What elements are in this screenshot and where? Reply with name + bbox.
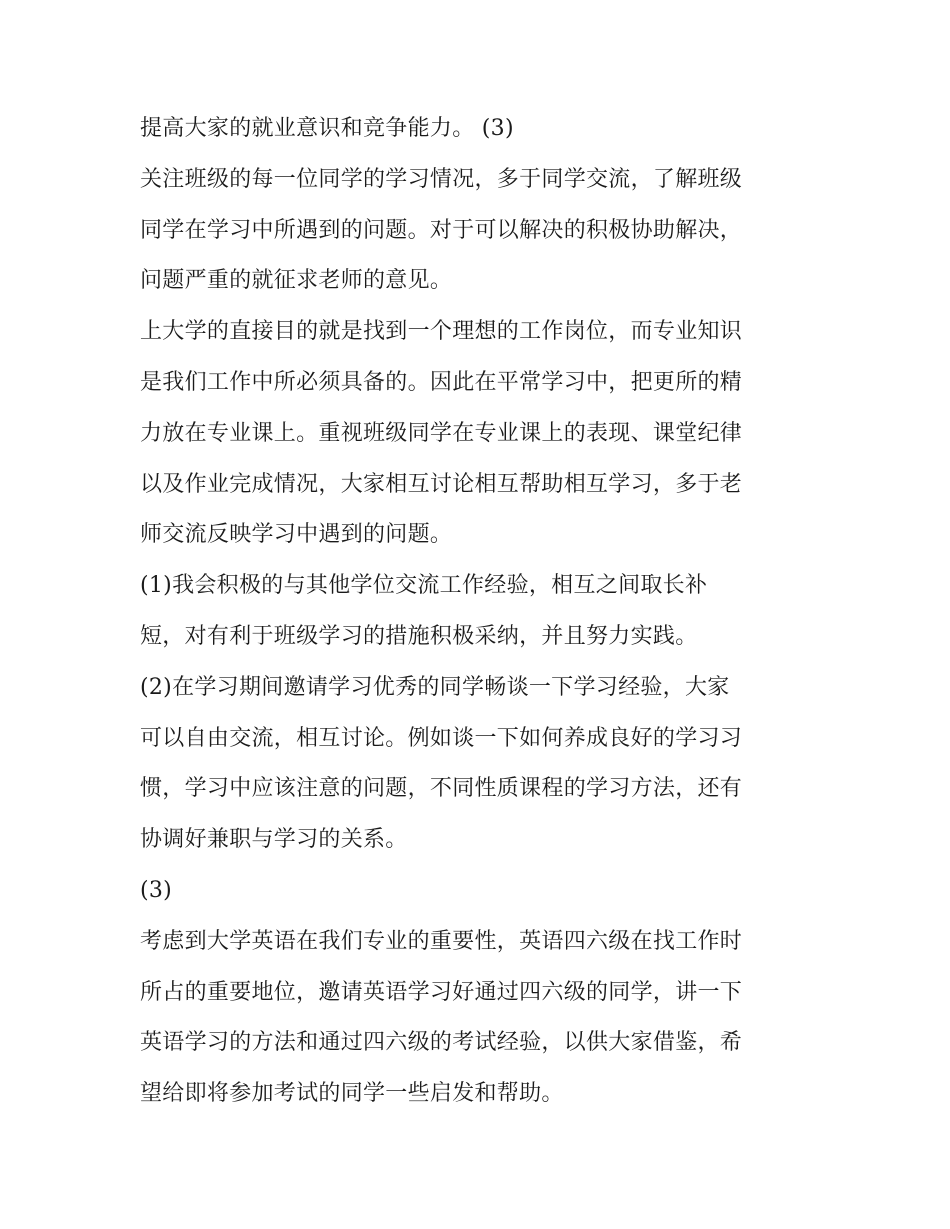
text-line: 可以自由交流，相互讨论。例如谈一下如何养成良好的学习习	[140, 725, 743, 751]
text-line: 考虑到大学英语在我们专业的重要性，英语四六级在找工作时	[140, 928, 743, 954]
text-line: 所占的重要地位，邀请英语学习好通过四六级的同学，讲一下	[140, 979, 743, 1005]
text-line: 以及作业完成情况，大家相互讨论相互帮助相互学习，多于老	[140, 471, 743, 497]
text-line: 望给即将参加考试的同学一些启发和帮助。	[140, 1081, 564, 1107]
text-line: 同学在学习中所遇到的问题。对于可以解决的积极协助解决，	[140, 217, 743, 243]
text-line: 是我们工作中所必须具备的。因此在平常学习中，把更所的精	[140, 369, 743, 395]
text-line: (2)在学习期间邀请学习优秀的同学畅谈一下学习经验，大家	[140, 674, 730, 700]
text-line: 短，对有利于班级学习的措施积极采纳，并且努力实践。	[140, 623, 698, 649]
text-line: 问题严重的就征求老师的意见。	[140, 268, 453, 294]
text-line: 关注班级的每一位同学的学习情况，多于同学交流，了解班级	[140, 166, 743, 192]
text-line: 师交流反映学习中遇到的问题。	[140, 522, 453, 548]
text-line: (1)我会积极的与其他学位交流工作经验，相互之间取长补	[140, 573, 708, 599]
text-line: 惯，学习中应该注意的问题，不同性质课程的学习方法，还有	[140, 776, 743, 802]
text-line: 提高大家的就业意识和竞争能力。 (3)	[140, 116, 514, 141]
text-line: (3)	[140, 877, 173, 903]
text-line: 英语学习的方法和通过四六级的考试经验，以供大家借鉴，希	[140, 1030, 743, 1056]
text-line: 协调好兼职与学习的关系。	[140, 827, 408, 853]
body-text	[140, 104, 820, 1120]
text-line: 力放在专业课上。重视班级同学在专业课上的表现、课堂纪律	[140, 420, 743, 446]
text-line: 上大学的直接目的就是找到一个理想的工作岗位，而专业知识	[140, 319, 743, 345]
